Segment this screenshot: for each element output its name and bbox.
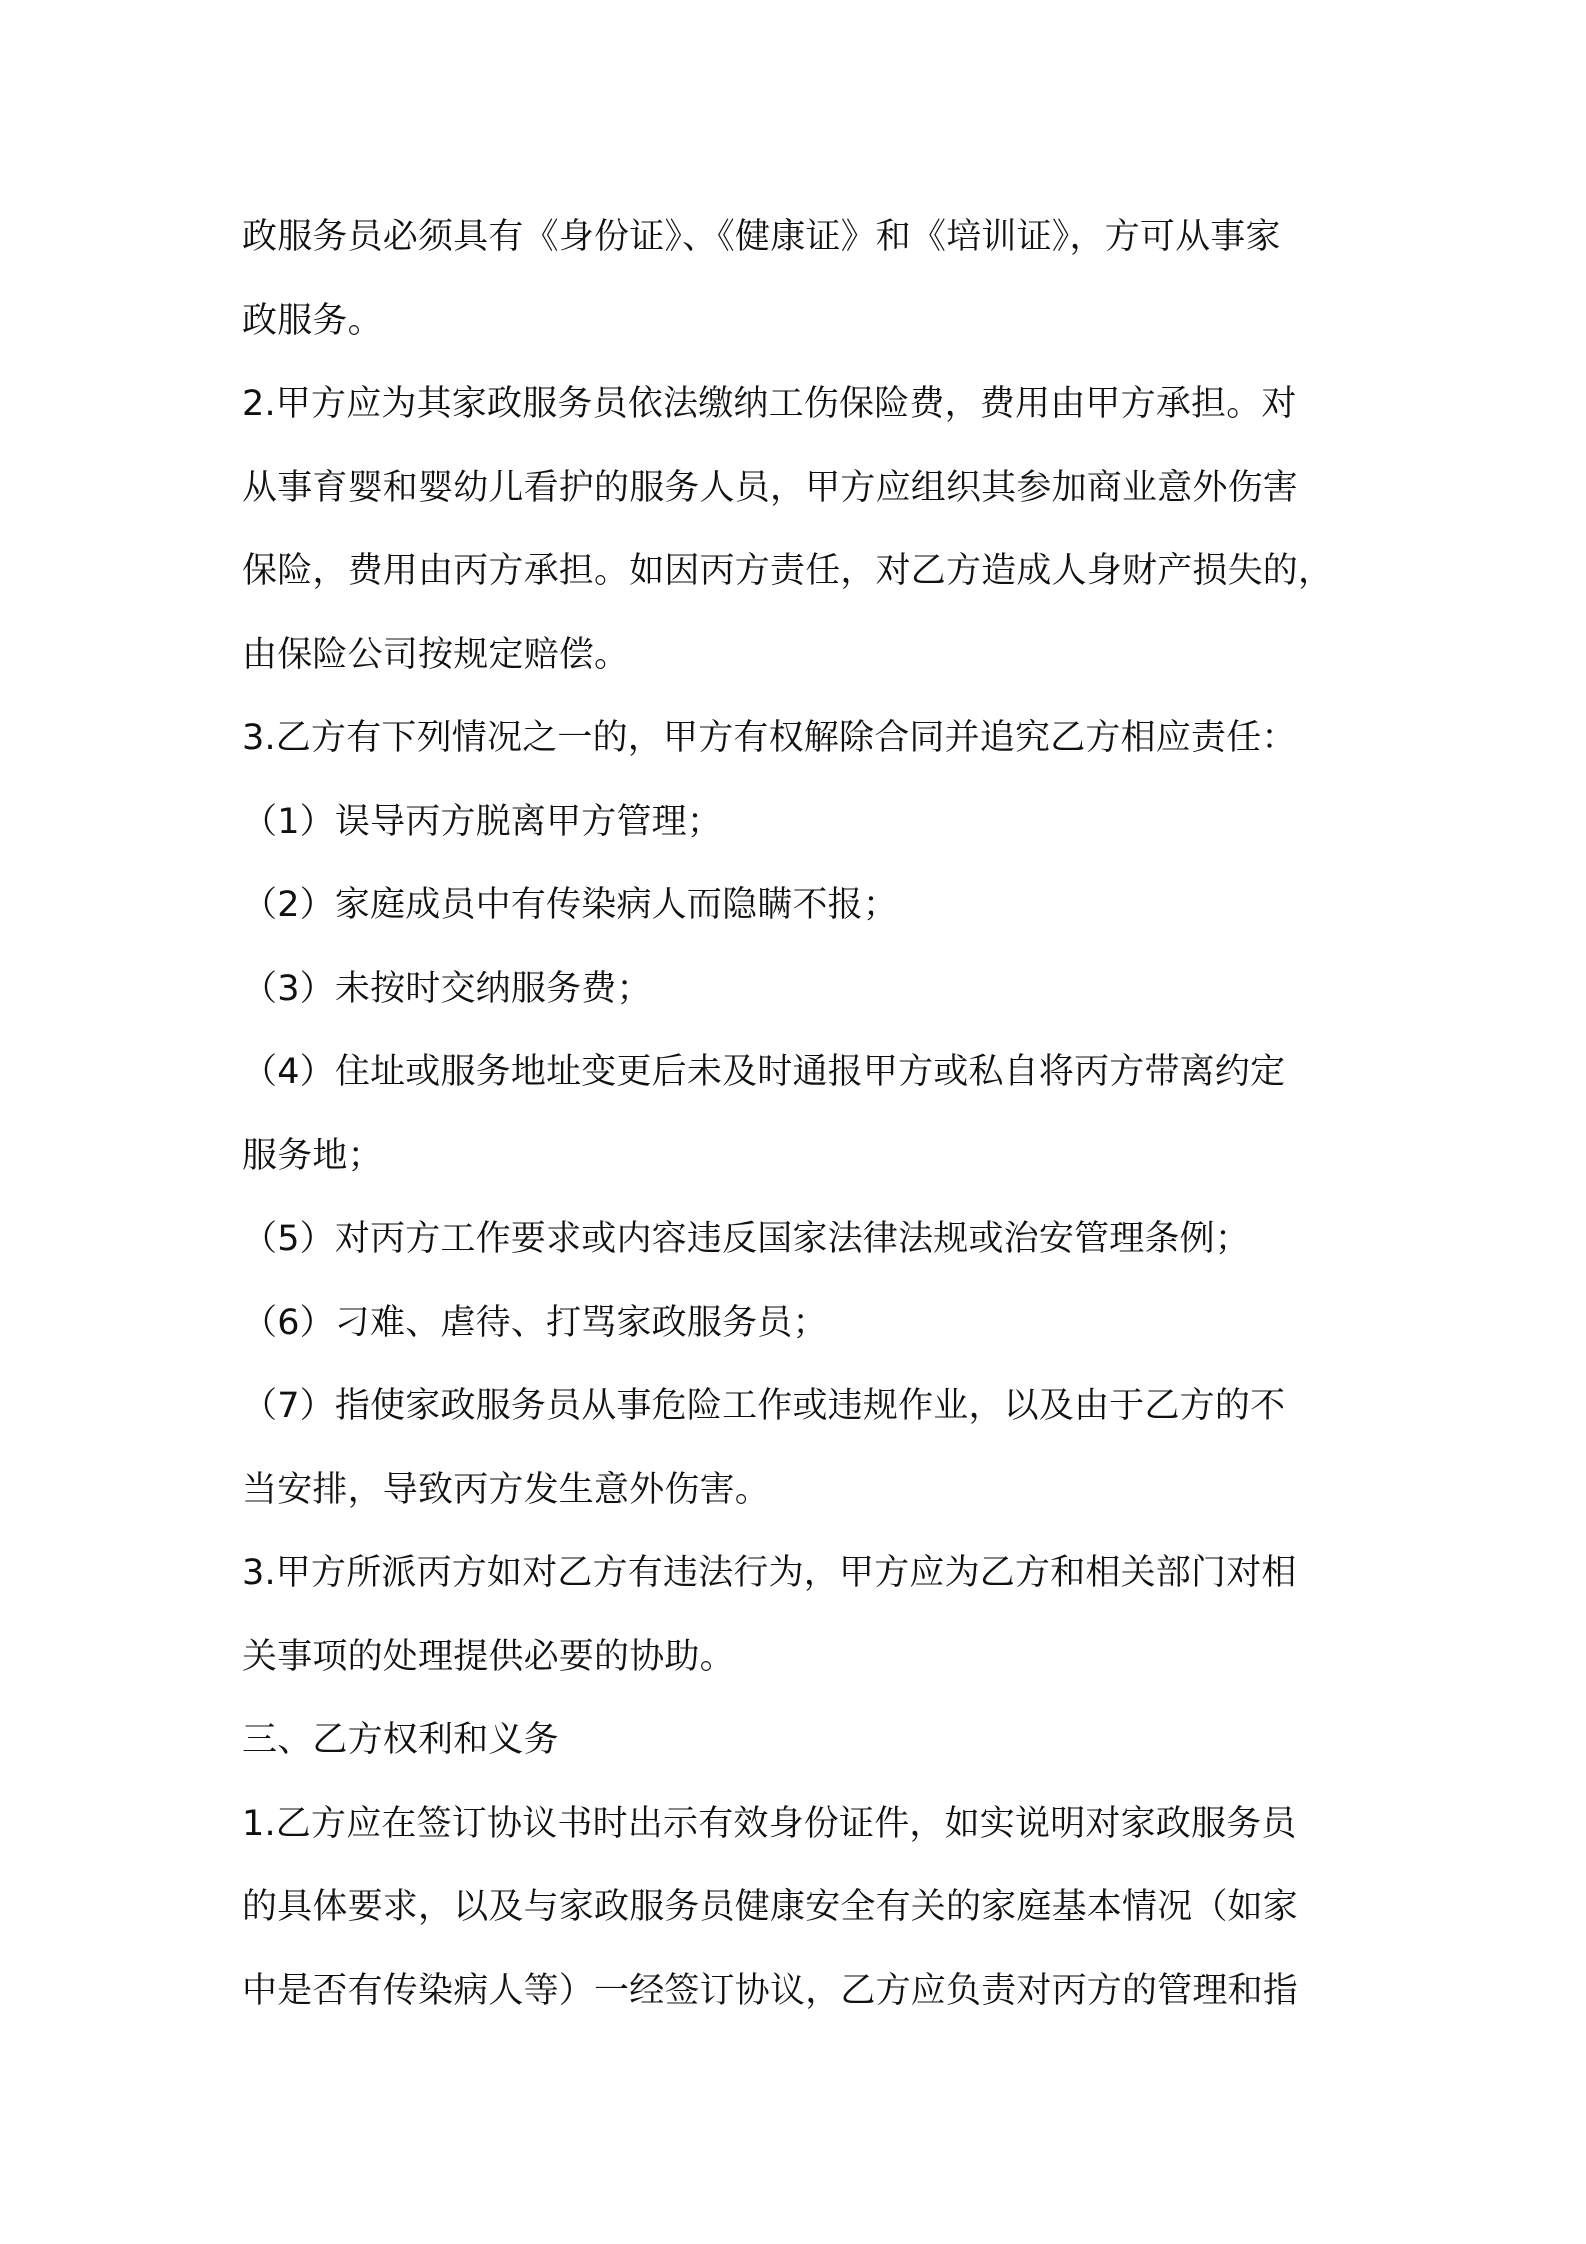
- text-line: 保险，费用由丙方承担。如因丙方责任，对乙方造成人身财产损失的，: [242, 551, 1334, 591]
- text-line: 3.乙方有下列情况之一的，甲方有权解除合同并追究乙方相应责任：: [242, 718, 1297, 758]
- text-line: 服务地；: [242, 1135, 383, 1176]
- document-body: [242, 196, 1362, 2033]
- list-item: （3）未按时交纳服务费；: [242, 968, 652, 1009]
- text-line: 关事项的处理提供必要的协助。: [242, 1636, 735, 1677]
- list-item: （4）住址或服务地址变更后未及时通报甲方或私自将丙方带离约定: [242, 1052, 1286, 1092]
- text-line: 3.甲方所派丙方如对乙方有违法行为，甲方应为乙方和相关部门对相: [242, 1553, 1297, 1593]
- list-item: （5）对丙方工作要求或内容违反国家法律法规或治安管理条例；: [242, 1219, 1251, 1259]
- list-item: （7）指使家政服务员从事危险工作或违规作业，以及由于乙方的不: [242, 1386, 1286, 1426]
- text-line: 的具体要求，以及与家政服务员健康安全有关的家庭基本情况（如家: [242, 1887, 1299, 1927]
- text-line: 2.甲方应为其家政服务员依法缴纳工伤保险费，费用由甲方承担。对: [242, 384, 1297, 424]
- text-line: 当安排，导致丙方发生意外伤害。: [242, 1469, 771, 1510]
- text-line: 中是否有传染病人等）一经签订协议，乙方应负责对丙方的管理和指: [242, 1970, 1299, 2011]
- list-item: （2）家庭成员中有传染病人而隐瞒不报；: [242, 885, 899, 925]
- list-item: （1）误导丙方脱离甲方管理；: [242, 801, 723, 842]
- text-line: 从事育婴和婴幼儿看护的服务人员，甲方应组织其参加商业意外伤害: [242, 467, 1299, 508]
- text-line: 1.乙方应在签订协议书时出示有效身份证件，如实说明对家政服务员: [242, 1803, 1297, 1844]
- text-line: 政服务员必须具有《身份证》、《健康证》和《培训证》，方可从事家: [242, 217, 1281, 257]
- text-line: 政服务。: [242, 300, 383, 341]
- text-line: 由保险公司按规定赔偿。: [242, 634, 630, 675]
- list-item: （6）刁难、虐待、打骂家政服务员；: [242, 1302, 828, 1343]
- section-heading: 三、乙方权利和义务: [242, 1720, 559, 1760]
